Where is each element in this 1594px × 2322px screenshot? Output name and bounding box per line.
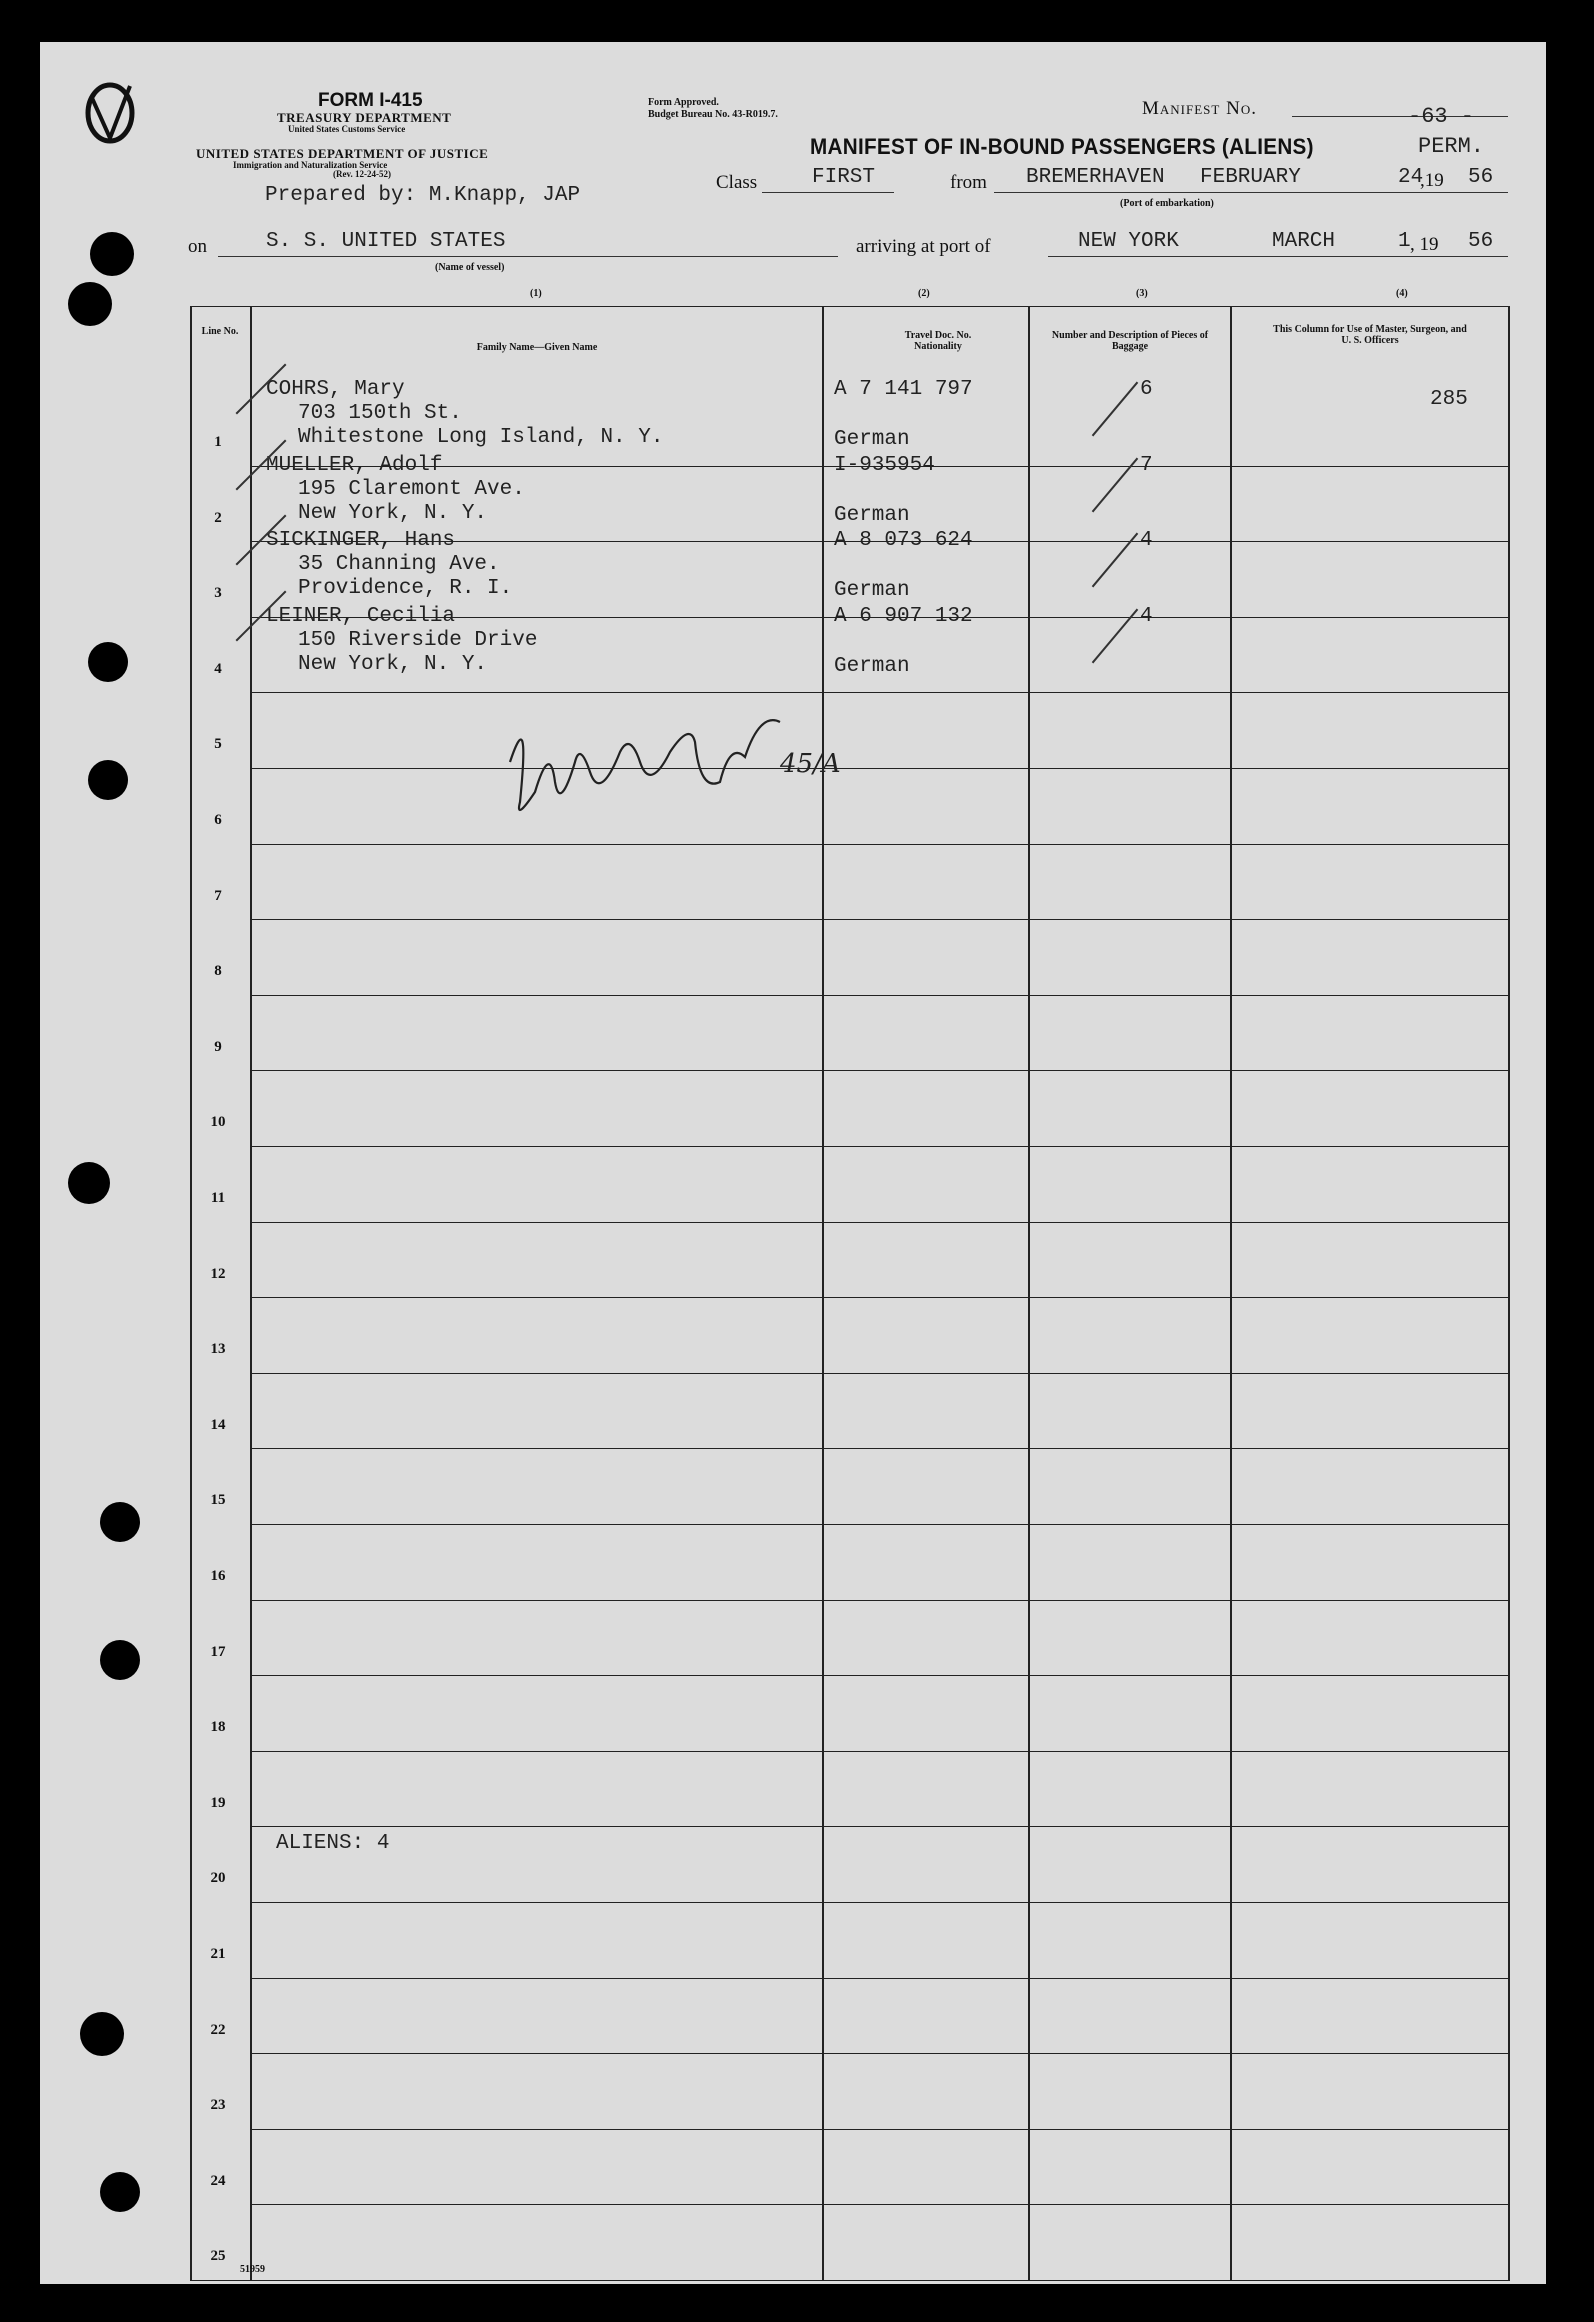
passenger-address-1: 150 Riverside Drive [298,628,538,652]
row-rule [250,2204,1510,2205]
punch-hole [68,282,112,326]
perm-stamp: PERM. [1418,134,1485,159]
line-number: 16 [210,1568,226,1584]
col-num-1: (1) [530,288,542,299]
check-mark-icon [80,78,140,148]
travel-doc-no: A 6 907 132 [834,604,973,628]
punch-hole [100,1502,140,1542]
punch-hole [88,642,128,682]
passenger-name: SICKINGER, Hans [266,529,456,553]
punch-hole [90,232,134,276]
line-number: 23 [210,2097,226,2114]
line-number: 15 [210,1492,226,1509]
travel-doc-no: I-935954 [834,453,935,477]
line-number: 8 [214,963,222,980]
from-label: from [950,172,987,193]
form-revision: (Rev. 12-24-52) [333,169,391,179]
line-number: 3 [214,585,222,602]
passenger-address-1: 195 Claremont Ave. [298,477,525,501]
line-number: 9 [214,1038,222,1055]
line-number: 13 [210,1341,226,1358]
line-number: 25 [210,2248,226,2265]
passenger-address-2: Providence, R. I. [298,577,513,601]
line-number: 5 [214,736,222,753]
punch-hole [88,760,128,800]
vessel-caption: (Name of vessel) [435,262,505,273]
baggage-count: 4 [1140,604,1153,628]
line-number: 10 [210,1114,226,1131]
nationality: German [834,503,910,527]
nationality: German [834,654,910,678]
row-rule [250,1675,1510,1676]
line-number: 18 [210,1719,226,1736]
budget-bureau: Budget Bureau No. 43-R019.7. [648,109,778,120]
line-number: 24 [210,2172,226,2189]
baggage-count: 4 [1140,529,1153,553]
baggage-count: 6 [1140,378,1153,401]
punch-hole [100,2172,140,2212]
col-num-4: (4) [1396,288,1408,299]
col-num-3: (3) [1136,288,1148,299]
row-rule [250,919,1510,920]
aliens-total: ALIENS: 4 [276,1832,390,1855]
passenger-address-2: New York, N. Y. [298,652,488,676]
arrival-month: MARCH [1272,230,1336,253]
arrival-year-prefix: , 19 [1410,234,1439,255]
row-rule [250,844,1510,845]
travel-doc-no: A 8 073 624 [834,529,973,553]
manifest-no: -63 - [1408,104,1475,129]
passenger-name: LEINER, Cecilia [266,604,456,628]
line-number: 20 [210,1870,226,1887]
row-rule [250,1826,1510,1827]
line-number: 17 [210,1643,226,1660]
arrival-day: 1 [1398,230,1411,253]
passenger-name: MUELLER, Adolf [266,453,443,477]
passenger-address-1: 35 Channing Ave. [298,553,500,577]
row-rule [250,1524,1510,1525]
embark-year: 56 [1468,166,1494,189]
punch-hole [80,2012,124,2056]
embark-year-prefix: ,19 [1420,170,1444,191]
row-rule [250,995,1510,996]
header-baggage: Number and Description of Pieces of Baggage [1051,330,1209,352]
officer-note: 285 [1430,388,1468,411]
arriving-label: arriving at port of [856,236,991,257]
punch-hole [100,1640,140,1680]
line-number: 21 [210,1946,226,1962]
travel-doc-no: A 7 141 797 [834,378,973,401]
nationality: German [834,428,910,451]
punch-hole [68,1162,110,1204]
embark-month: FEBRUARY [1200,166,1301,189]
baggage-count: 7 [1140,453,1153,477]
line-number: 1 [214,434,222,450]
signature-scribble [480,682,880,882]
row-rule [250,1751,1510,1752]
row-rule [250,2129,1510,2130]
arrival-year: 56 [1468,230,1494,253]
line-number: 7 [214,887,222,904]
row-rule [250,1902,1510,1903]
line-number: 4 [214,660,222,677]
dept-justice: UNITED STATES DEPARTMENT OF JUSTICE [196,146,489,161]
line-number: 19 [210,1794,226,1811]
row-rule [250,1222,1510,1223]
embark-day: 24 [1398,166,1424,189]
line-number: 22 [210,2021,226,2038]
row-rule [250,1297,1510,1298]
row-rule [250,692,1510,693]
embark-port: BREMERHAVEN [1026,166,1165,189]
signature-mark: 45/A [780,749,841,779]
row-rule [250,1070,1510,1071]
row-rule [250,1448,1510,1449]
passenger-address-2: New York, N. Y. [298,501,488,525]
dept-treasury: TREASURY DEPARTMENT [277,110,452,125]
manifest-title: MANIFEST OF IN-BOUND PASSENGERS (ALIENS) [810,134,1314,159]
form-footer: 51959 [240,2264,265,2275]
line-number: 6 [214,812,222,828]
passenger-name: COHRS, Mary [266,378,405,401]
dept-ins: Immigration and Naturalization Service [233,160,388,170]
manifest-table [190,306,1510,2282]
line-number: 11 [210,1190,226,1206]
class-label: Class [716,172,758,193]
passenger-address-1: 703 150th St. [298,402,462,425]
form-number: FORM I-415 [318,90,423,111]
header-travel-doc: Travel Doc. No. Nationality [904,330,972,352]
row-rule [250,1978,1510,1979]
port-caption: (Port of embarkation) [1120,198,1214,209]
passenger-address-2: Whitestone Long Island, N. Y. [298,426,664,449]
header-officers: This Column for Use of Master, Surgeon, and U. S. Officers [1273,324,1467,346]
nationality: German [834,579,910,603]
manifest-page [40,42,1546,2284]
line-number: 14 [210,1416,226,1433]
row-rule [250,1600,1510,1601]
on-label: on [188,236,207,257]
header-line-no: Line No. [201,326,239,337]
class-value: FIRST [812,166,876,189]
row-rule [250,1146,1510,1147]
col-num-2: (2) [918,288,930,299]
line-number: 2 [214,509,222,526]
line-number: 12 [210,1265,226,1282]
prepared-by: Prepared by: M.Knapp, JAP [265,184,581,207]
form-approved: Form Approved. [648,97,719,108]
row-rule [250,1373,1510,1374]
manifest-no-label: Manifest No. [1142,98,1257,119]
vessel-name: S. S. UNITED STATES [266,230,506,253]
dept-customs: United States Customs Service [288,124,406,134]
arrival-port: NEW YORK [1078,230,1179,253]
row-rule [250,2053,1510,2054]
header-family-name: Family Name—Given Name [476,342,598,353]
row-rule [250,768,1510,769]
